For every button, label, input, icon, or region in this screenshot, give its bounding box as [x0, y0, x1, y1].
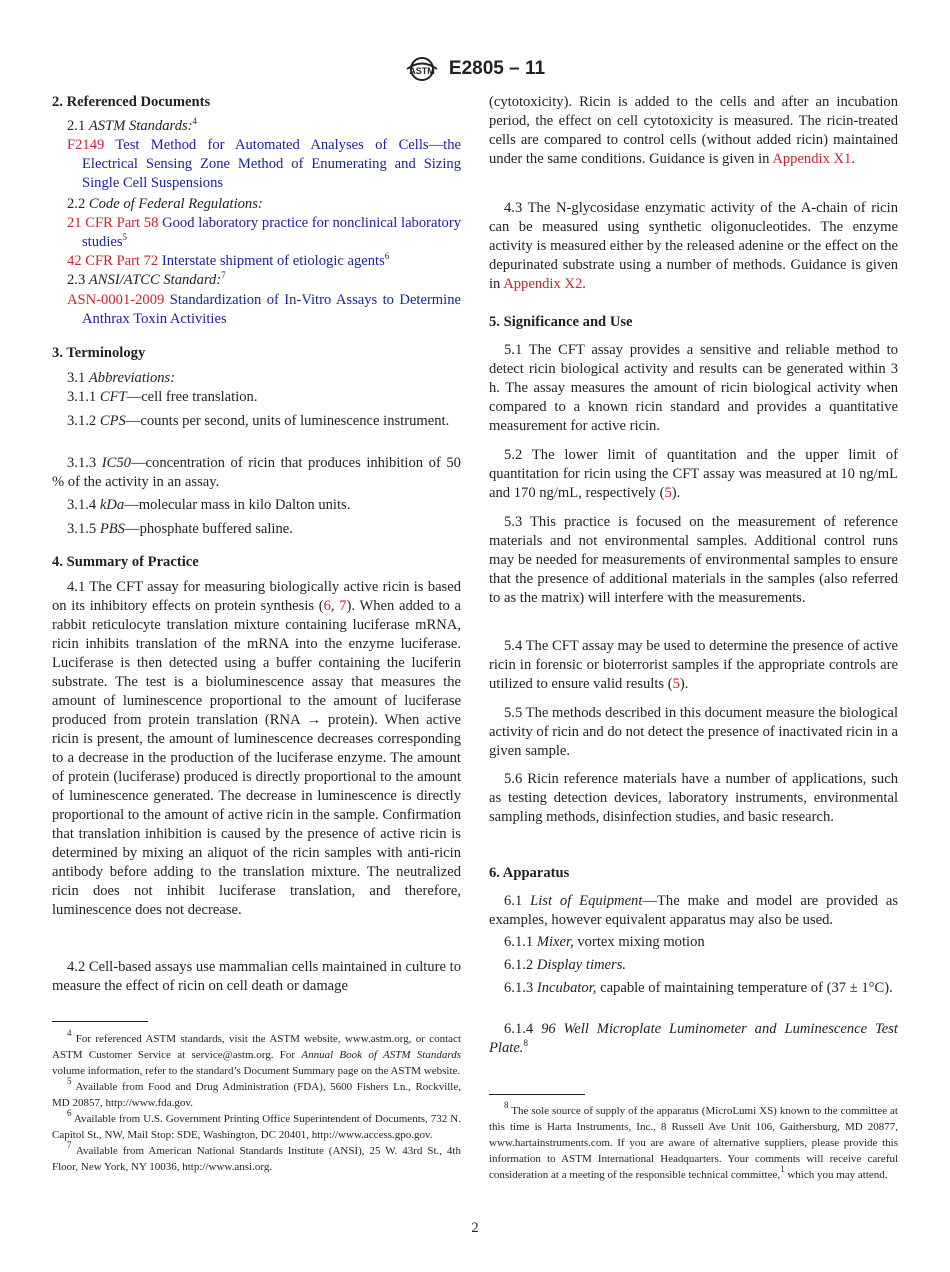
label: ANSI/ATCC Standard: [88, 272, 222, 288]
svg-text:ASTM: ASTM [409, 66, 435, 76]
text: Available from American National Standards Institute (ANSI), 25 W. 43rd St., 4th Floor, New York, NY 10036, http://www.ansi.org. [52, 1145, 461, 1173]
text: 4.3 The N-glycosidase enzymatic activity of the A-chain of ricin can be measured using synthetic oligonucleotides. The enzyme activity is measured either by the released adenine or the effect on the depurinated substrate using a number of methods. Guidance is given in [489, 200, 898, 292]
citation-link[interactable]: 6 [323, 598, 331, 614]
text: Annual Book of ASTM Standards [301, 1049, 461, 1061]
footnote-marker: 5 [67, 1076, 72, 1086]
text: . [851, 151, 856, 167]
reference-f2149 [52, 136, 461, 193]
appendix-link[interactable]: Appendix X1 [772, 151, 852, 167]
label: List of Equipment [530, 893, 643, 909]
paragraph-5-5: 5.5 The methods described in this document measure the biological activity of ricin and do not detect the presence of inactivated ricin in a given sample. [489, 705, 898, 759]
page-header [0, 56, 950, 82]
term: CPS [99, 413, 126, 429]
astm-logo-icon [405, 56, 439, 82]
term: PBS [99, 521, 125, 537]
reference-code-link[interactable]: 42 CFR Part 72 [67, 253, 159, 269]
term: kDa [99, 497, 125, 513]
text: Available from Food and Drug Administration (FDA), 5600 Fishers Ln., Rockville, MD 20857, http://www.fda.gov. [52, 1081, 461, 1109]
paragraph-4-2: 4.2 Cell-based assays use mammalian cells maintained in culture to measure the effect of ricin on cell death or damage [52, 959, 461, 994]
footnote-7 [52, 1140, 461, 1175]
footnote-divider [489, 1094, 585, 1095]
number: 3.1.1 [67, 389, 100, 405]
text: Available from U.S. Government Printing Office Superintendent of Documents, 732 N. Capitol St., NW, Mail Stop: SDE, Washington, DC 20401, http://www.access.gpo.gov. [52, 1113, 461, 1141]
citation-link[interactable]: 7 [339, 598, 347, 614]
footnote-marker: 7 [67, 1140, 72, 1150]
paragraph-5-3: 5.3 This practice is focused on the measurement of reference materials and not environmental samples. Additional control runs may be needed for measurements of environmental samples to ensure that the presence of additional materials in the samples (also referred to as the matrix) will interfere with the measurements. [489, 514, 898, 606]
footnote-marker: 6 [67, 1108, 72, 1118]
footnote-4 [52, 1028, 461, 1079]
citation-link[interactable]: 5 [664, 485, 672, 501]
reference-code-link[interactable]: ASN-0001-2009 [67, 292, 165, 308]
text: volume information, refer to the standard’s Document Summary page on the ASTM website. [52, 1065, 461, 1077]
footnote-ref[interactable]: 4 [192, 116, 198, 126]
term-pbs [52, 520, 461, 539]
label: Mixer, [536, 934, 574, 950]
definition: —cell free translation. [126, 389, 258, 405]
footnote-ref[interactable]: 1 [780, 1164, 785, 1174]
reference-42cfr72 [52, 252, 461, 271]
footnotes-right [489, 1100, 898, 1183]
section-3-heading: 3. Terminology [52, 345, 146, 361]
text: capable of maintaining temperature of (37 ± 1°C). [596, 980, 893, 996]
section-2-heading: 2. Referenced Documents [52, 94, 211, 110]
subsection-2-3 [52, 271, 461, 290]
text: vortex mixing motion [573, 934, 705, 950]
paragraph-5-1: 5.1 The CFT assay provides a sensitive and reliable method to detect ricin biological activity and results can be generated within 3 h. The assay measures the amount of ricin biological activity when compared to a known ricin standard and provides a quantitative measurement for active ricin. [489, 342, 898, 434]
label: Abbreviations: [88, 370, 176, 386]
label: Incubator, [536, 980, 597, 996]
section-4-heading: 4. Summary of Practice [52, 554, 199, 570]
text: ). [671, 485, 681, 501]
paragraph-5-6: 5.6 Ricin reference materials have a number of applications, such as testing detection devices, laboratory instruments, environmental sampling methods, disinfection studies, and basic research. [489, 771, 898, 825]
document-designation: E2805 – 11 [448, 58, 546, 79]
definition: —molecular mass in kilo Dalton units. [124, 497, 351, 513]
text: 5.4 The CFT assay may be used to determine the presence of active ricin in forensic or bioterrorist samples if the appropriate controls are utilized to ensure valid results ( [489, 638, 898, 692]
paragraph-4-2-continued [489, 93, 898, 169]
number: 3.1.4 [67, 497, 100, 513]
footnote-marker: 8 [504, 1100, 509, 1110]
number: 6.1 [504, 893, 531, 909]
paragraph-4-3 [489, 199, 898, 294]
footnote-6 [52, 1108, 461, 1143]
text: which you may attend. [784, 1169, 888, 1181]
label: ASTM Standards: [88, 118, 193, 134]
reference-title-link[interactable]: Good laboratory practice for nonclinical laboratory studies [82, 215, 461, 250]
subsection-2-1 [52, 117, 461, 136]
footnote-ref[interactable]: 7 [221, 270, 226, 280]
term-kda [52, 496, 461, 515]
paragraph-5-2 [489, 446, 898, 503]
reference-title-link[interactable]: Test Method for Automated Analyses of Cells—the Electrical Sensing Zone Method of Enumerating and Sizing Single Cell Suspensions [82, 137, 461, 191]
number: 6.1.1 [504, 934, 537, 950]
number: 6.1.2 [504, 957, 537, 973]
reference-code-link[interactable]: 21 CFR Part 58 [67, 215, 159, 231]
subsection-3-1 [52, 369, 461, 388]
term-cft [52, 388, 461, 407]
footnote-5 [52, 1076, 461, 1111]
reference-asn [52, 291, 461, 329]
number: 3.1.5 [67, 521, 100, 537]
text: , [330, 598, 340, 614]
footnote-ref[interactable]: 6 [384, 251, 390, 261]
number: 2.1 [67, 118, 89, 134]
term-ic50 [52, 454, 461, 492]
number: 3.1 [67, 370, 89, 386]
section-6-heading: 6. Apparatus [489, 865, 570, 881]
number: 2.3 [67, 272, 89, 288]
item-6-1-3 [489, 979, 898, 998]
definition: —phosphate buffered saline. [124, 521, 293, 537]
text: —The make and model are provided as examples, however equivalent apparatus may also be used. [489, 893, 899, 928]
definition: —concentration of ricin that produces inhibition of 50 % of the activity in an assay. [52, 455, 461, 490]
item-6-1-2 [489, 956, 898, 975]
term-cps [52, 412, 461, 431]
definition: —counts per second, units of luminescence instrument. [125, 413, 450, 429]
citation-link[interactable]: 5 [672, 676, 680, 692]
label: 96 Well Microplate Luminometer and Luminescence Test Plate. [489, 1021, 898, 1056]
footnote-ref[interactable]: 5 [122, 232, 128, 242]
text: For referenced ASTM standards, visit the ASTM website, www.astm.org, or contact ASTM Customer Service at service@astm.org. For [52, 1033, 461, 1061]
number: 3.1.3 [67, 455, 102, 471]
item-6-1-1 [489, 933, 898, 952]
label: Display timers. [536, 957, 627, 973]
text: . [582, 276, 586, 292]
paragraph-6-1 [489, 892, 898, 930]
text: 4.1 The CFT assay for measuring biologically active ricin is based on its inhibitory effects on protein synthesis ( [52, 579, 461, 614]
footnote-ref[interactable]: 8 [523, 1038, 528, 1048]
reference-title-link[interactable]: Standardization of In-Vitro Assays to Determine Anthrax Toxin Activities [82, 292, 461, 327]
text: The sole source of supply of the apparatus (MicroLumi XS) known to the committee at this time is Harta Instruments, Inc., 8 Russell Ave Unit 106, Gaithersburg, MD 20877, www.hartainstruments.com. If you are aware of alternative suppliers, please provide this information to ASTM International Headquarters. Your comments will receive careful consideration at a meeting of the responsible technical committee, [489, 1105, 898, 1181]
text: ). When added to a rabbit reticulocyte translation mixture containing luciferase mRNA, ricin inhibits translation of the mRNA into the enzyme luciferase. Luciferase is then detected using a buffer containing the luciferin substrate. The test is a bioluminescence assay that measures the amount of luminescence proportional to the amount of luciferase produced from protein translation (RNA → protein). When active ricin is present, the amount of luminescence decreases corresponding to a decrease in the production of the luciferase enzyme. The amount of protein (luciferase) produced is directly proportional to the amount of luminescence generated. The decrease in luminescence is directly proportional to the amount of active ricin in the sample. Confirmation that translation inhibition is caused by the presence of active ricin is determined by mixing an aliquot of the ricin samples with anti-ricin antibody before adding to the translation mixture. The neutralized ricin does not inhibit luciferase translation, and therefore, luminescence does not decrease. [52, 598, 461, 918]
term: IC50 [101, 455, 131, 471]
text: ). [679, 676, 689, 692]
number: 6.1.4 [504, 1021, 542, 1037]
appendix-link[interactable]: Appendix X2 [503, 276, 583, 292]
page-number: 2 [471, 1220, 479, 1236]
text: (cytotoxicity). Ricin is added to the cells and after an incubation period, the effect on cell cytotoxicity is measured. The ricin-treated cells are compared to control cells (without added ricin) maintained under the same conditions. Guidance is given in [489, 94, 898, 167]
reference-code-link[interactable]: F2149 [67, 137, 105, 153]
reference-title-link[interactable]: Interstate shipment of etiologic agents [161, 253, 385, 269]
number: 3.1.2 [67, 413, 100, 429]
footnote-marker: 4 [67, 1028, 72, 1038]
footnote-divider [52, 1021, 148, 1022]
reference-21cfr58 [52, 214, 461, 252]
text: 5.2 The lower limit of quantitation and the upper limit of quantitation for ricin using the CFT assay was measured at 10 ng/mL and 170 ng/mL, respectively ( [489, 447, 898, 501]
footnotes-left [52, 1028, 461, 1175]
item-6-1-4 [489, 1020, 898, 1058]
section-5-heading: 5. Significance and Use [489, 314, 633, 330]
paragraph-4-1 [52, 578, 461, 920]
label: Code of Federal Regulations: [88, 196, 263, 212]
subsection-2-2 [52, 195, 461, 214]
number: 6.1.3 [504, 980, 537, 996]
footnote-8 [489, 1100, 898, 1183]
number: 2.2 [67, 196, 89, 212]
paragraph-5-4 [489, 637, 898, 694]
term: CFT [99, 389, 127, 405]
